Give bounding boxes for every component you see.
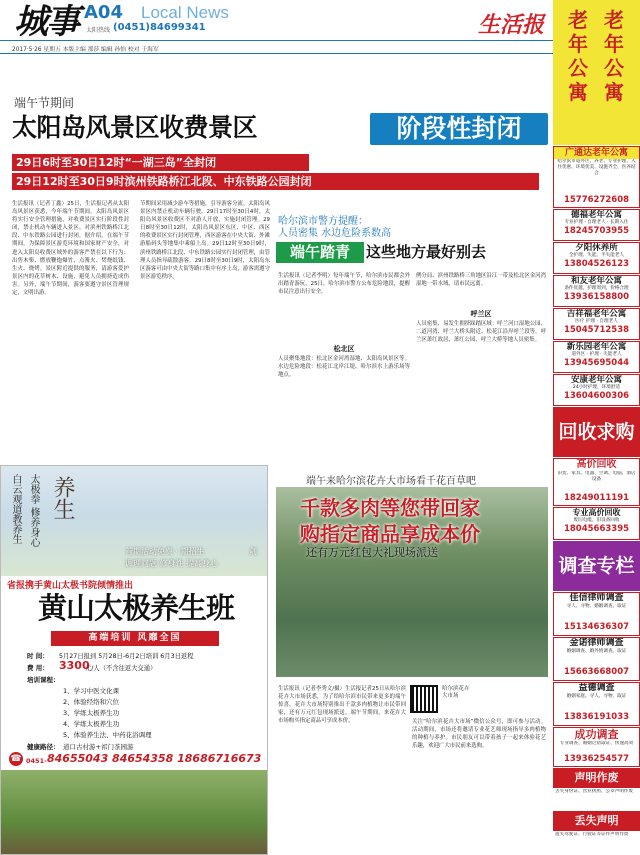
- sidebar-gd-phone: 15776272608: [563, 195, 630, 205]
- sidebar-item-body: 条件优越，护理周到，价格合理: [564, 286, 629, 291]
- sidebar-lost-title: 丢失声明: [553, 811, 640, 831]
- sidebar-item-title: 新乐园老年公寓: [566, 342, 627, 352]
- sidebar-item-body: 医疗 护理 · 自理老人: [575, 319, 618, 324]
- sidebar-success-title: 成功调查: [574, 728, 619, 741]
- page-number: A04: [84, 2, 123, 23]
- story2-banner-left: 端午踏青: [276, 242, 364, 263]
- sidebar-item: [553, 209, 640, 241]
- taiji-phone-prefix: 0451-: [26, 757, 47, 765]
- sidebar-top-text: 老年公寓: [568, 8, 588, 104]
- sidebar-item-phone: 15045712538: [563, 325, 630, 335]
- taiji-item: 2、体验经络和穴位: [63, 698, 120, 706]
- sidebar-survey-title: 益德调查: [578, 683, 615, 693]
- sidebar-survey-title: 金诺律师调查: [569, 638, 624, 648]
- taiji-fee-label: 费 用：: [27, 664, 49, 672]
- sidebar-survey-body: 婚姻家庭、寻人、寻物、取证: [566, 694, 627, 699]
- sidebar-recycle-box2: [553, 507, 640, 540]
- hotline-phone: (0451)84699341: [113, 22, 206, 33]
- sidebar-top: [553, 0, 640, 145]
- taiji-item: 4、学练太极养生功: [63, 720, 120, 728]
- story1-kicker: 端午节期间: [14, 96, 75, 110]
- sidebar-success: [553, 727, 640, 767]
- sidebar-item-phone: 13804526123: [563, 259, 630, 269]
- story3-col2: 关注“哈尔滨花卉大市场”微信公众号，即可参与活动。活动期间，市场还将邀请专业花艺师现场指导多肉植物的种植与养护。市民朋友可以带着孩子一起来体验花艺乐趣，欢迎广大市民前来选购。: [412, 719, 546, 750]
- sidebar-gd-title: 广通达老年公寓: [554, 147, 639, 159]
- taiji-item: 1、学习中医文化课: [63, 687, 120, 695]
- date-line: 2017·5·26 星期五 本版主编 那莎 编辑 孙怡 校对 于海军: [12, 47, 159, 53]
- taiji-items-label: 培训课程：: [27, 676, 60, 684]
- taiji-calligraphy: 养生: [50, 476, 75, 520]
- sidebar-item: [553, 308, 640, 340]
- phone-icon: ☎: [10, 754, 22, 764]
- sidebar-item-body: 全护理、失能、半失能老人: [568, 253, 625, 258]
- story2-body2: 人员聚集地段：松北区金河湾湿地、太阳岛风景区等。水边危险地段：松花江北岸江堤、哈尔滨水上游乐场等地点。: [278, 356, 410, 379]
- story1-col1: 生活报讯（记者丁鑫）25日，生活报记者从太阳岛风景区获悉，今年端午节期间，太阳岛风景区将实行安全管理措施，对收费景区实行阶段性封闭，禁止机动车辆进入景区。对滨州铁路桥江北段、中东铁路公园进行封闭。据介绍，在端午节期间，为保障景区游览环境和国家财产安全，对进入太阳岛收费区域外的游客严禁在以下行为：出售木柴、燃放鞭炮爆竹、点篝火、焚烧纸钱、生火、烧烤。景区附近提供的服务，请游客爱护景区内的花草树木、设施，避免人员拥挤造成伤害。另外，端午节期间，游客要遵守景区管理规定，文明出游。: [12, 201, 129, 297]
- story2-banner-right: 这些地方最好别去: [366, 243, 487, 261]
- sidebar-gd: [553, 146, 640, 208]
- taiji-time-value: 5月27日报到 5月28日-6月2日培训 6月3日返程: [59, 653, 194, 660]
- taiji-scene-text3: 调理问题 修身性 提高身心: [125, 559, 219, 568]
- story1-sub2: 29日12时至30日9时滨州铁路桥江北段、中东铁路公园封闭: [12, 173, 539, 190]
- story1-headline-a: 太阳岛风景区收费景区: [12, 113, 258, 142]
- sidebar-survey-body: 婚姻调查、婚外情调查、取证: [566, 649, 627, 654]
- sidebar-survey-body: 寻人、寻物、婚姻调查、取证: [566, 604, 627, 609]
- section-title: 城事: [14, 2, 78, 42]
- sidebar-survey-phone: 13836191033: [563, 712, 630, 722]
- taiji-org: 省报携手黄山太极书院倾情推出: [7, 581, 134, 591]
- sidebar-item-title: 德福老年公寓: [570, 210, 622, 220]
- sidebar-gd-body: 哈尔滨市道外区、养老、专业护理、入住优惠、环境优美、设施齐全、医养结合: [557, 159, 636, 176]
- story3-col1: 生活报讯（记者李秀文/摄）生活报记者25日从哈尔滨花卉大市场获悉，为了给哈尔滨市民带来更多的端午惊喜，花卉大市场特别推出千款多肉植物让市民带回家，还有万元红包现场派送。端午节期间，来花卉大市场购买指定商品可享成本价。: [278, 686, 406, 725]
- taiji-addr: 道口古村游+祁门茶园游: [63, 743, 134, 751]
- sidebar-item-phone: 13936158800: [563, 292, 630, 302]
- taiji-item: 3、学练太极养生功: [63, 709, 120, 717]
- taiji-vertical-left: 白云观道教养生: [10, 474, 21, 544]
- sidebar-item-phone: 18245703955: [563, 226, 630, 236]
- sidebar-recycle-phone: 18249011191: [563, 493, 630, 503]
- sidebar-item-body: 专业护理 · 自理老人 · 长期入住: [564, 220, 629, 225]
- taiji-ad: [0, 465, 268, 855]
- sidebar-recycle-body: 旧货、家具、电器、空调、电脑、酒店设备: [557, 471, 636, 482]
- sidebar-survey-item: [553, 682, 640, 726]
- taiji-addr-label: 健康路径：: [27, 743, 60, 751]
- taiji-fee-unit: 元/人（不含往返大交通）: [85, 665, 157, 672]
- story2-body: 生活报讯（记者李明）每年端午节，哈尔滨市民都会外出踏青游玩。25日，哈尔滨市警方公布危险地段，提醒市民注意出行安全。: [278, 273, 410, 296]
- sidebar-survey-item: [553, 592, 640, 636]
- story2-kicker: 哈尔滨市警方提醒：: [278, 216, 368, 227]
- story2-body3: 人员密集、易发生拥挤踩踏区域：呼兰河口湿地公园、二道河湾、呼兰大桥头附近、松花江沿岸呼兰段等。呼兰区萧红故居、萧红公园、呼兰大桥等地人员密集。: [416, 321, 546, 344]
- story2-subhead2: 呼兰区: [470, 310, 492, 318]
- story1-sub1: 29日6时至30日12时“一湖三岛”全封闭: [12, 154, 309, 171]
- sidebar-item-body: 道外区 · 护理 · 失能老人: [571, 352, 622, 357]
- sidebar-item: [553, 275, 640, 307]
- taiji-photo: [1, 770, 268, 855]
- story3-headline1: 千款多肉等您带回家: [300, 496, 480, 520]
- sidebar-recycle: 回收求购: [553, 407, 640, 457]
- sidebar-survey: 调查专栏: [553, 541, 640, 591]
- hotline-label: 太阳热线: [86, 27, 111, 34]
- date-bar: [0, 40, 553, 54]
- story3-kicker: 端午来哈尔滨花卉大市场看千花百草吧: [306, 476, 476, 487]
- sidebar-survey-item: [553, 637, 640, 681]
- sidebar-recycle-title2: 专业高价回收: [572, 508, 621, 517]
- sidebar-success-body: 专业调查、婚姻过错取证、快速高效: [559, 741, 634, 746]
- story3-sub: 还有万元红包大礼现场派送: [306, 546, 438, 559]
- section-en: Local News: [141, 3, 229, 22]
- sidebar-survey-phone: 15134636307: [563, 622, 630, 632]
- masthead: [0, 0, 553, 40]
- sidebar-item-title: 吉祥福老年公寓: [566, 309, 627, 319]
- sidebar-recycle-title: 高价回收: [576, 459, 617, 470]
- story3-qr: [410, 685, 438, 713]
- story2-kicker2: 人员密集 水边危险系数高: [278, 228, 392, 239]
- taiji-slogan: 高端培训 风靡全国: [51, 631, 219, 646]
- sidebar-item: [553, 242, 640, 274]
- sidebar-item: [553, 341, 640, 373]
- sidebar-survey-title: 佳信律师调查: [569, 593, 624, 603]
- sidebar-item-title: 和友老年公寓: [570, 276, 622, 286]
- taiji-title: 黄山太极养生班: [37, 591, 234, 625]
- sidebar-recycle-box: [553, 458, 640, 506]
- sidebar-recycle-body2: 废旧电缆、旧设备回收: [573, 518, 620, 523]
- sidebar-item-body: 24小时护理，环境舒适: [572, 385, 621, 390]
- taiji-fee-value: 3300: [59, 659, 90, 672]
- taiji-scene-text2: 剑: [249, 547, 257, 556]
- taiji-time-label: 时 间：: [27, 652, 49, 660]
- taiji-vertical-right: 太极拳 修养身心: [28, 474, 39, 548]
- sidebar-item-phone: 13604600306: [563, 391, 630, 401]
- sidebar-item-title: 安康老年公寓: [570, 375, 622, 385]
- sidebar-lost-body: 遗失驾驶证、行驶证等证件声明作废: [555, 832, 629, 837]
- story2-subhead: 松北区: [333, 345, 355, 353]
- story1-col2: 节期间采用减少游车等措施，引导游客分流。太阳岛风景区内禁止机动车辆行驶。29日17时至30日4时，太阳岛风景区收费区不对游人开放，实施封闭管理。29日8时至30日12时，太阳岛风景区东区、中区、西区的收费景区实行封闭管理，西区游客在中央大街、外滩游船码头等地集中乘船上岛。29日12时至30日9时，滨州铁路桥江北段、中东铁路公园实行封闭管理，由管理人员指导疏散游客。29日8时至30日9时，太阳岛东区游客可由中央大街等路口集中有序上岛，游客需遵守景区游览秩序。: [140, 201, 270, 280]
- sidebar-item: [553, 374, 640, 406]
- story3-qr-label: 哈尔滨花卉大市场: [442, 686, 470, 699]
- story1-headline-b: 阶段性封闭: [370, 113, 548, 145]
- taiji-phones: 84655043 84654358 18686716673: [47, 752, 262, 765]
- story3-headline2: 购指定商品享成本价: [300, 522, 480, 546]
- paper-logo: 生活报: [478, 12, 545, 38]
- story2-col-b: 例分局、滨州铁路桥三角地区沿江一带及松北区金河湾湿地一带水域，请市民远离。: [416, 273, 546, 288]
- sidebar-recycle-phone2: 18045663395: [563, 524, 630, 534]
- sidebar-top-text2: 老年公寓: [604, 8, 624, 104]
- taiji-scene-text1: 首期活动免费 · 期招生: [125, 547, 205, 556]
- sidebar-survey-phone: 15663668007: [563, 667, 630, 677]
- taiji-item: 5、体验养生法、中药花浴调理: [63, 731, 152, 739]
- sidebar-void-body: 丢失身份证、营业执照、公章声明作废: [555, 789, 634, 794]
- sidebar-void-title: 声明作废: [553, 768, 640, 788]
- sidebar-item-title: 夕阳休养所: [575, 243, 618, 253]
- sidebar-success-phone: 13936254577: [563, 754, 630, 764]
- sidebar-item-phone: 13945695044: [563, 358, 630, 368]
